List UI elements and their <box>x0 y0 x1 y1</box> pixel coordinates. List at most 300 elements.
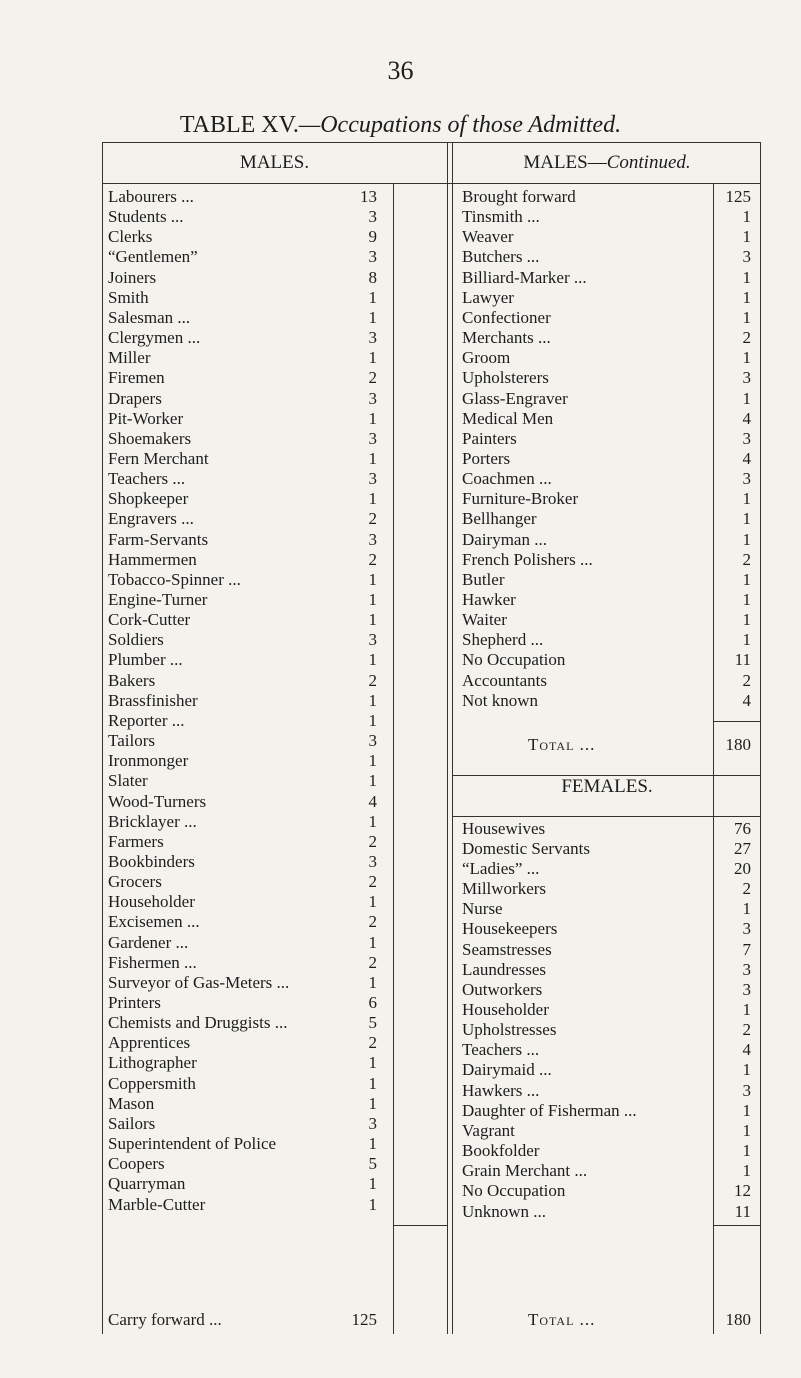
count-value: 3 <box>368 851 377 871</box>
left-row-17 <box>108 530 377 550</box>
count-value: 3 <box>742 469 751 489</box>
female-row-5 <box>462 919 751 939</box>
left-row-45 <box>108 1094 377 1114</box>
female-row-6 <box>462 940 751 960</box>
female-row-18 <box>462 1181 751 1201</box>
right-row-10 <box>462 389 751 409</box>
count-value: 1 <box>368 892 377 912</box>
count-value: 1 <box>368 811 377 831</box>
left-row-1 <box>108 207 377 227</box>
count-value: 1 <box>368 1073 377 1093</box>
female-row-13 <box>462 1081 751 1101</box>
count-value: 1 <box>368 448 377 468</box>
count-value: 3 <box>368 428 377 448</box>
occupation-label: Carry forward ... <box>108 1310 222 1329</box>
occupation-label: Excisemen ... <box>108 912 200 932</box>
occupation-label: Coppersmith <box>108 1073 196 1093</box>
count-value: 4 <box>742 408 751 428</box>
right-row-23 <box>462 650 751 670</box>
occupation-label: French Polishers ... <box>462 549 593 569</box>
left-row-33 <box>108 852 377 872</box>
occupation-label: Labourers ... <box>108 187 194 206</box>
count-value: 2 <box>742 549 751 569</box>
count-value: 2 <box>742 670 751 690</box>
occupation-label: Gardener ... <box>108 932 189 952</box>
left-row-8 <box>108 348 377 368</box>
count-value: 1 <box>742 569 751 589</box>
occupation-label: Not known <box>462 690 539 710</box>
left-row-31 <box>108 812 377 832</box>
occupation-label: Marble-Cutter <box>108 1194 206 1214</box>
occupation-label: Tinsmith ... <box>462 207 540 227</box>
female-row-11 <box>462 1040 751 1060</box>
females-header-bottom-rule <box>452 816 761 817</box>
right-row-0 <box>462 187 751 207</box>
count-value: 1 <box>742 307 751 327</box>
count-value: 3 <box>368 630 377 650</box>
occupation-label: Millworkers <box>462 879 547 899</box>
occupation-label: Confectioner <box>462 307 551 327</box>
females-total-rule <box>713 1225 761 1226</box>
females-header: FEMALES. <box>561 776 653 798</box>
occupation-label: Painters <box>462 428 517 448</box>
female-row-4 <box>462 899 751 919</box>
left-row-47 <box>108 1134 377 1154</box>
count-value: 3 <box>742 1080 751 1100</box>
occupation-label: Sailors <box>108 1113 156 1133</box>
left-row-32 <box>108 832 377 852</box>
males-continued-header <box>455 152 759 174</box>
right-row-2 <box>462 227 751 247</box>
occupation-label: Medical Men <box>462 408 554 428</box>
count-value: 1 <box>742 899 751 919</box>
right-row-13 <box>462 449 751 469</box>
count-value: 1 <box>368 690 377 710</box>
count-value: 1 <box>742 388 751 408</box>
occupation-label: Housekeepers <box>462 919 558 939</box>
right-row-9 <box>462 368 751 388</box>
left-row-18 <box>108 550 377 570</box>
count-value: 1 <box>368 972 377 992</box>
count-value: 3 <box>368 529 377 549</box>
occupation-label: Pit-Worker <box>108 408 184 428</box>
occupation-label: Joiners <box>108 267 157 287</box>
occupation-label: Shoemakers <box>108 428 192 448</box>
males-header: MALES. <box>239 152 310 173</box>
count-value: 3 <box>742 919 751 939</box>
count-value: 1 <box>368 569 377 589</box>
continued-label: Continued. <box>606 152 691 173</box>
occupation-label: Printers <box>108 993 161 1012</box>
occupation-label: Grain Merchant ... <box>462 1161 588 1181</box>
occupation-label: Shopkeeper <box>108 489 189 509</box>
occupation-label: Unknown ... <box>462 1201 547 1221</box>
table-title: TABLE XV. <box>179 112 299 138</box>
count-value: 1 <box>368 1093 377 1113</box>
count-value: 1 <box>368 348 377 368</box>
count-value: 2 <box>368 831 377 851</box>
right-row-16 <box>462 509 751 529</box>
occupation-label: Brought forward <box>462 187 576 206</box>
count-value: 1 <box>368 287 377 307</box>
occupation-label: Shepherd ... <box>462 630 544 650</box>
count-value: 2 <box>742 1020 751 1040</box>
left-row-10 <box>108 389 377 409</box>
occupation-label: Glass-Engraver <box>462 388 568 408</box>
count-value: 3 <box>742 428 751 448</box>
count-value: 2 <box>368 872 377 892</box>
right-row-21 <box>462 610 751 630</box>
occupation-label: Wood-Turners <box>108 791 207 811</box>
count-value: 1 <box>368 650 377 670</box>
count-value: 2 <box>742 328 751 348</box>
occupation-label: Butchers ... <box>462 247 540 267</box>
count-value: 3 <box>368 469 377 489</box>
count-value: 1 <box>368 1174 377 1194</box>
right-row-12 <box>462 429 751 449</box>
right-row-22 <box>462 630 751 650</box>
right-row-19 <box>462 570 751 590</box>
left-row-27 <box>108 731 377 751</box>
occupation-label: Upholstresses <box>462 1020 557 1040</box>
count-value: 1 <box>742 529 751 549</box>
count-value: 1 <box>368 1053 377 1073</box>
occupation-label: Cork-Cutter <box>108 610 191 630</box>
right-row-17 <box>462 530 751 550</box>
occupation-label: Tailors <box>108 731 155 751</box>
left-row-50 <box>108 1195 377 1215</box>
occupation-label: Grocers <box>108 872 162 892</box>
count-value: 3 <box>368 1113 377 1133</box>
right-row-8 <box>462 348 751 368</box>
occupation-label: Plumber ... <box>108 650 183 670</box>
right-row-11 <box>462 409 751 429</box>
left-row-44 <box>108 1074 377 1094</box>
count-value: 1 <box>368 1134 377 1154</box>
occupation-label: Hammermen <box>108 549 197 569</box>
count-value: 3 <box>368 731 377 751</box>
right-row-14 <box>462 469 751 489</box>
occupation-label: Fishermen ... <box>108 952 197 972</box>
left-row-39 <box>108 973 377 993</box>
occupation-label: Bricklayer ... <box>108 811 197 831</box>
occupation-label: Furniture-Broker <box>462 489 579 509</box>
occupation-label: Engine-Turner <box>108 590 208 609</box>
occupation-label: Accountants <box>462 670 547 690</box>
count-value: 7 <box>742 939 751 959</box>
count-value: 1 <box>742 348 751 368</box>
occupation-label: Lithographer <box>108 1053 197 1073</box>
count-value: 5 <box>368 1013 377 1033</box>
count-value: 3 <box>742 959 751 979</box>
occupation-label: Soldiers <box>108 630 164 650</box>
occupation-label: Lawyer <box>462 287 514 307</box>
count-value: 1 <box>368 408 377 428</box>
right-row-3 <box>462 247 751 267</box>
count-value: 2 <box>742 879 751 899</box>
count-value: 2 <box>368 509 377 529</box>
count-value: 3 <box>368 388 377 408</box>
occupation-label: Mason <box>108 1093 155 1113</box>
left-row-4 <box>108 268 377 288</box>
occupation-label: Coachmen ... <box>462 469 552 489</box>
occupation-label: Groom <box>462 348 511 368</box>
count-value: 1 <box>368 771 377 791</box>
count-value: 3 <box>742 368 751 388</box>
right-row-24 <box>462 671 751 691</box>
occupation-label: Nurse <box>462 899 503 919</box>
count-value: 1 <box>742 1161 751 1181</box>
count-value: 6 <box>368 993 377 1012</box>
count-value: 9 <box>368 227 377 247</box>
occupation-label: “Ladies” ... <box>462 858 540 878</box>
count-value: 1 <box>368 751 377 771</box>
right-row-18 <box>462 550 751 570</box>
count-value: 2 <box>368 549 377 569</box>
count-value: 1 <box>742 207 751 227</box>
count-value: 3 <box>742 247 751 267</box>
occupation-label: Smith <box>108 287 149 307</box>
occupation-label: Surveyor of Gas-Meters ... <box>108 972 290 992</box>
occupation-label: Hawkers ... <box>462 1080 540 1100</box>
count-value: 1 <box>368 610 377 630</box>
occupation-label: Students ... <box>108 207 184 227</box>
female-row-19 <box>462 1202 751 1222</box>
female-row-9 <box>462 1000 751 1020</box>
female-row-17 <box>462 1161 751 1181</box>
left-row-26 <box>108 711 377 731</box>
occupation-label: Farmers <box>108 831 164 851</box>
count-value: 1 <box>742 1100 751 1120</box>
occupation-label: Farm-Servants <box>108 529 209 549</box>
right-row-15 <box>462 489 751 509</box>
occupation-label: Salesman ... <box>108 307 191 327</box>
left-row-38 <box>108 953 377 973</box>
left-row-2 <box>108 227 377 247</box>
occupation-label: Vagrant <box>462 1120 515 1140</box>
left-row-14 <box>108 469 377 489</box>
right-row-5 <box>462 288 751 308</box>
count-value: 3 <box>368 247 377 267</box>
left-row-48 <box>108 1154 377 1174</box>
count-value: 1 <box>742 227 751 247</box>
female-row-2 <box>462 859 751 879</box>
occupation-label: Teachers ... <box>462 1040 540 1060</box>
count-value: 1 <box>368 710 377 730</box>
carry-forward-rule <box>393 1225 447 1226</box>
count-value: 2 <box>368 368 377 388</box>
right-row-7 <box>462 328 751 348</box>
count-value: 11 <box>734 650 751 670</box>
left-row-3 <box>108 247 377 267</box>
count-value: 1 <box>742 1120 751 1140</box>
count-value: 1 <box>742 267 751 287</box>
occupation-label: Weaver <box>462 227 514 247</box>
occupation-label: Total ... <box>528 735 596 755</box>
count-value: 12 <box>734 1181 751 1201</box>
count-value: 13 <box>360 187 377 206</box>
occupation-label: Clerks <box>108 227 153 247</box>
count-value: 1 <box>742 489 751 509</box>
count-value: 3 <box>368 328 377 348</box>
count-value: 180 <box>725 735 751 755</box>
left-row-41 <box>108 1013 377 1033</box>
occupation-label: Bookbinders <box>108 851 195 871</box>
left-row-24 <box>108 671 377 691</box>
occupation-label: Bookfolder <box>462 1141 540 1161</box>
occupation-label: Merchants ... <box>462 328 551 348</box>
count-value: 125 <box>725 187 751 206</box>
males-total-row <box>528 735 751 755</box>
left-row-12 <box>108 429 377 449</box>
left-row-0 <box>108 187 377 207</box>
occupation-label: Firemen <box>108 368 165 388</box>
female-row-15 <box>462 1121 751 1141</box>
occupation-label: Porters <box>462 448 511 468</box>
left-row-23 <box>108 650 377 670</box>
occupation-label: Dairymaid ... <box>462 1060 552 1080</box>
occupation-label: Domestic Servants <box>462 838 590 858</box>
left-row-49 <box>108 1174 377 1194</box>
occupation-label: Clergymen ... <box>108 328 201 348</box>
left-row-28 <box>108 751 377 771</box>
males-total-top-rule <box>713 721 761 722</box>
right-row-1 <box>462 207 751 227</box>
left-row-9 <box>108 368 377 388</box>
occupation-label: Billiard-Marker ... <box>462 267 587 287</box>
occupation-label: Brassfinisher <box>108 690 198 710</box>
left-row-36 <box>108 912 377 932</box>
occupation-label: Teachers ... <box>108 469 186 489</box>
left-row-25 <box>108 691 377 711</box>
page-number: 36 <box>387 56 414 85</box>
count-value: 180 <box>725 1310 751 1329</box>
female-row-16 <box>462 1141 751 1161</box>
left-row-20 <box>108 590 377 610</box>
carry-forward-row <box>108 1310 377 1330</box>
count-value: 3 <box>368 207 377 227</box>
count-value: 4 <box>742 1040 751 1060</box>
count-value: 125 <box>351 1310 377 1329</box>
female-row-3 <box>462 879 751 899</box>
count-value: 2 <box>368 912 377 932</box>
occupation-label: Reporter ... <box>108 710 185 730</box>
female-row-12 <box>462 1060 751 1080</box>
occupation-label: Superintendent of Police <box>108 1134 277 1154</box>
right-row-6 <box>462 308 751 328</box>
count-value: 11 <box>734 1201 751 1221</box>
occupation-label: Housewives <box>462 818 546 838</box>
left-row-29 <box>108 771 377 791</box>
left-row-5 <box>108 288 377 308</box>
occupation-label: Fern Merchant <box>108 448 209 468</box>
left-row-19 <box>108 570 377 590</box>
left-row-6 <box>108 308 377 328</box>
count-value: 1 <box>742 509 751 529</box>
left-row-22 <box>108 630 377 650</box>
occupation-label: “Gentlemen” <box>108 247 198 267</box>
count-value: 1 <box>742 630 751 650</box>
count-value: 5 <box>368 1154 377 1174</box>
count-value: 2 <box>368 952 377 972</box>
female-row-8 <box>462 980 751 1000</box>
occupation-label: Outworkers <box>462 979 543 999</box>
count-value: 1 <box>742 610 751 630</box>
female-row-7 <box>462 960 751 980</box>
left-value-rule <box>393 184 394 1334</box>
right-row-4 <box>462 268 751 288</box>
left-row-34 <box>108 872 377 892</box>
count-value: 1 <box>368 932 377 952</box>
count-value: 1 <box>368 307 377 327</box>
occupation-label: Engravers ... <box>108 509 194 529</box>
occupation-label: Hawker <box>462 590 516 609</box>
occupation-label: Upholsterers <box>462 368 549 388</box>
occupation-label: Butler <box>462 569 505 589</box>
occupation-label: Bellhanger <box>462 509 537 529</box>
occupation-label: Householder <box>108 892 195 912</box>
left-row-21 <box>108 610 377 630</box>
count-value: 2 <box>368 670 377 690</box>
table-caption <box>0 112 801 139</box>
occupation-label: Slater <box>108 771 148 791</box>
occupation-label: Total ... <box>528 1310 596 1329</box>
left-row-37 <box>108 933 377 953</box>
occupation-label: Waiter <box>462 610 507 630</box>
header-rule <box>102 183 761 184</box>
left-row-43 <box>108 1053 377 1073</box>
count-value: 27 <box>734 838 751 858</box>
count-value: 76 <box>734 818 751 838</box>
count-value: 1 <box>742 287 751 307</box>
female-row-1 <box>462 839 751 859</box>
occupation-label: Chemists and Druggists ... <box>108 1013 288 1033</box>
occupation-label: Seamstresses <box>462 939 552 959</box>
count-value: 2 <box>368 1033 377 1053</box>
count-value: 3 <box>742 979 751 999</box>
count-value: 1 <box>742 1060 751 1080</box>
occupation-label: Householder <box>462 1000 549 1019</box>
right-row-25 <box>462 691 751 711</box>
count-value: 1 <box>742 590 751 609</box>
occupation-label: No Occupation <box>462 1181 566 1201</box>
table-subtitle: —Occupations of those Admitted. <box>298 112 622 138</box>
column-divider-left <box>447 142 448 1334</box>
left-row-15 <box>108 489 377 509</box>
count-value: 1 <box>368 1194 377 1214</box>
occupation-label: Coopers <box>108 1154 165 1174</box>
left-row-46 <box>108 1114 377 1134</box>
occupation-label: Drapers <box>108 388 162 408</box>
count-value: 4 <box>368 791 377 811</box>
right-row-20 <box>462 590 751 610</box>
left-row-30 <box>108 792 377 812</box>
occupation-label: Daughter of Fisherman ... <box>462 1100 637 1120</box>
occupation-label: Ironmonger <box>108 751 189 771</box>
count-value: 1 <box>742 1141 751 1161</box>
count-value: 4 <box>742 448 751 468</box>
occupation-label: Tobacco-Spinner ... <box>108 569 241 589</box>
occupation-label: Apprentices <box>108 1033 191 1053</box>
occupation-label: Dairyman ... <box>462 529 547 549</box>
occupation-label: Bakers <box>108 670 156 690</box>
occupation-label: Miller <box>108 348 151 368</box>
females-total-row <box>528 1310 751 1330</box>
column-divider-right <box>452 142 453 1334</box>
female-row-0 <box>462 819 751 839</box>
left-row-13 <box>108 449 377 469</box>
count-value: 4 <box>742 690 751 710</box>
